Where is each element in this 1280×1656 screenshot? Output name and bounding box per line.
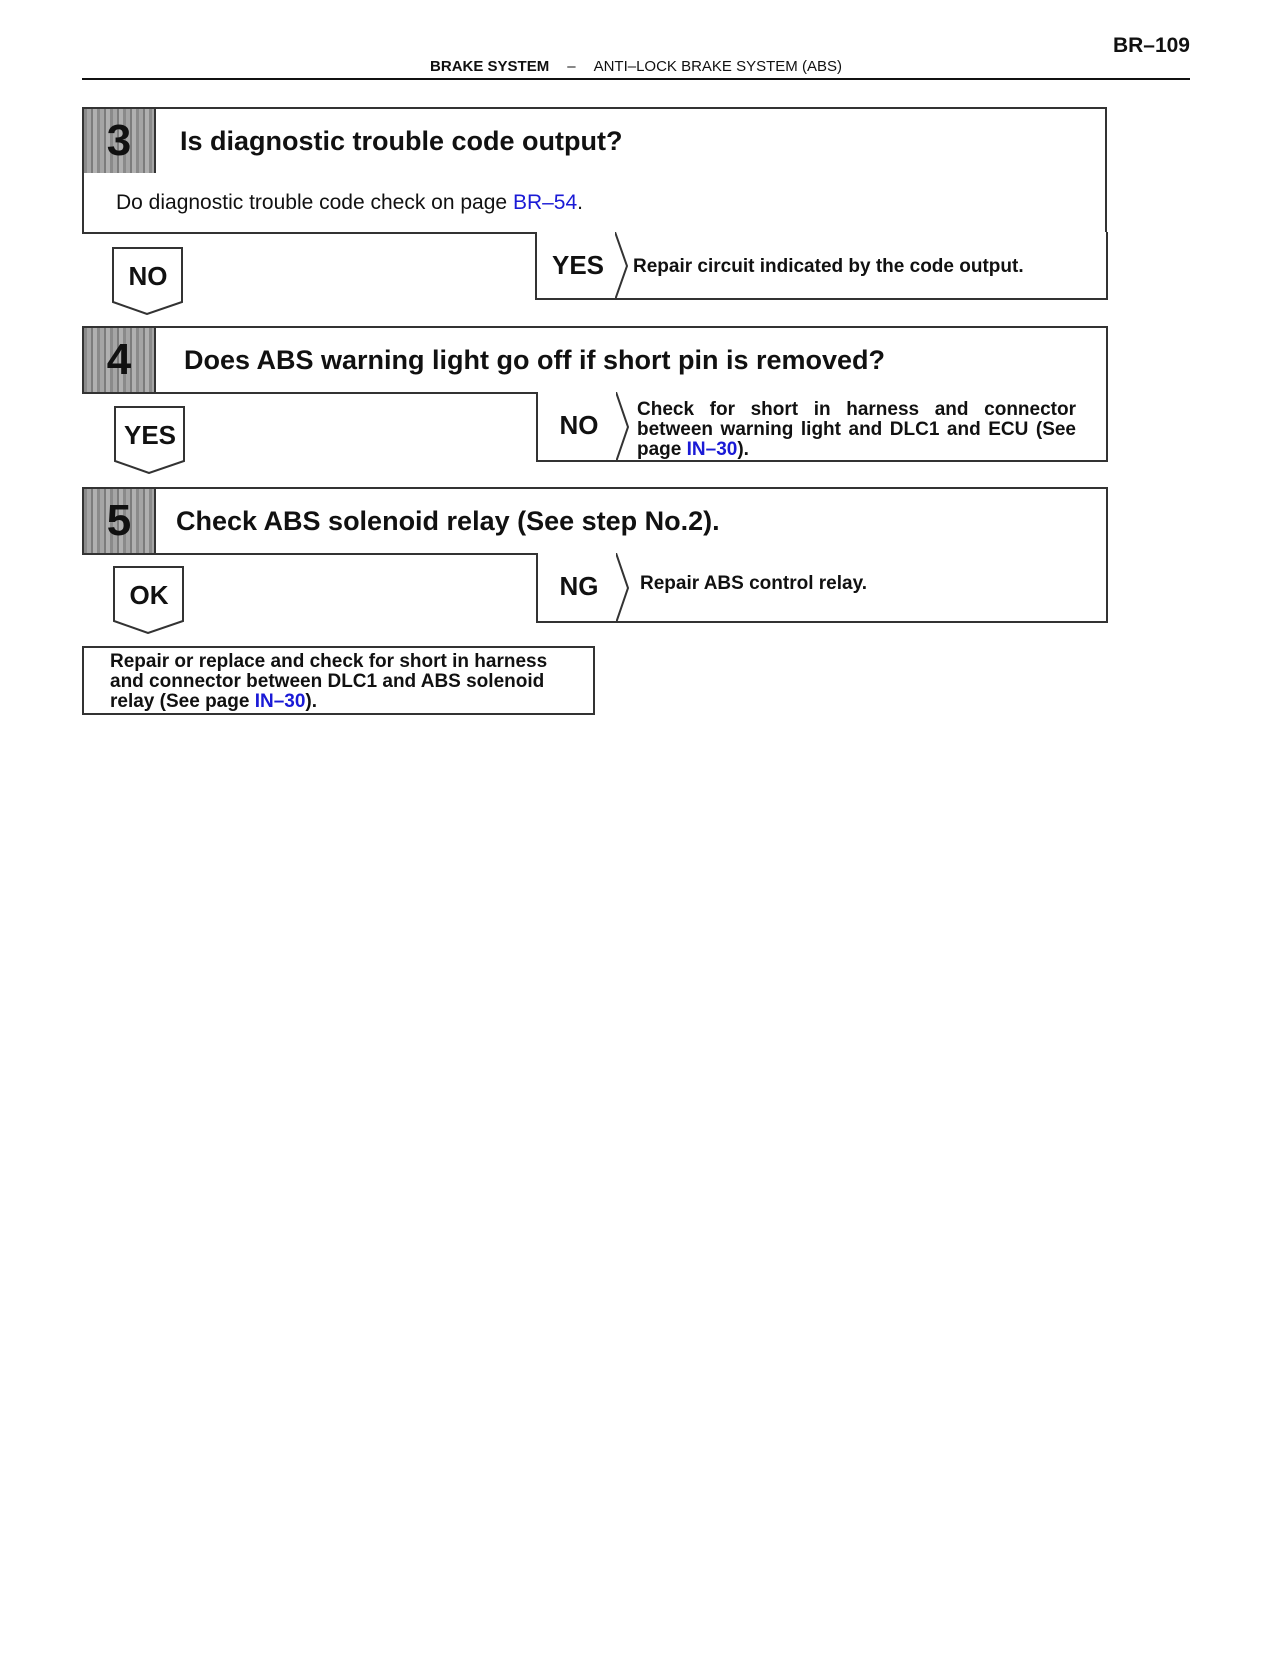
result-text-suffix: ). xyxy=(737,439,749,460)
result-text-body: Check for short in harness and connector between warning light and DLC1 and ECU (See page xyxy=(637,399,1076,460)
step-3-box xyxy=(82,107,1107,175)
page-header xyxy=(82,58,1190,75)
description-text: Do diagnostic trouble code check on page xyxy=(116,190,508,214)
step-5-box xyxy=(82,487,1108,555)
tag-label: OK xyxy=(129,580,169,610)
chevron-right-icon xyxy=(616,553,632,623)
result-label: YES xyxy=(551,250,605,280)
step-5-ng-result xyxy=(536,553,1108,623)
tag-label: YES xyxy=(123,420,177,450)
header-separator: – xyxy=(567,58,576,75)
result-label: NG xyxy=(559,571,599,601)
page-link-in30[interactable]: IN–30 xyxy=(686,439,738,460)
header-rule xyxy=(82,78,1190,80)
final-action-box xyxy=(82,646,595,715)
page-link-br54[interactable]: BR–54 xyxy=(512,190,578,214)
step-number: 4 xyxy=(84,328,156,392)
step-3-yes-result xyxy=(535,232,1108,300)
result-text: Repair circuit indicated by the code output. xyxy=(633,256,1024,277)
result-text: Repair ABS control relay. xyxy=(640,573,868,594)
section-title: BRAKE SYSTEM xyxy=(430,58,550,75)
result-label: NO xyxy=(559,410,599,440)
final-action-text: Repair or replace and check for short in harness and connector between DLC1 and ABS solenoid relay (See page xyxy=(110,651,548,712)
step-title: Check ABS solenoid relay (See step No.2). xyxy=(176,505,720,536)
page-link-in30[interactable]: IN–30 xyxy=(254,691,306,712)
subsection-title: ANTI–LOCK BRAKE SYSTEM (ABS) xyxy=(593,58,842,75)
step-4-no-result xyxy=(536,392,1108,462)
step-3-description xyxy=(82,173,1107,234)
step-4-yes-tag xyxy=(114,406,186,474)
page-number: BR–109 xyxy=(1112,34,1190,57)
tag-label: NO xyxy=(128,261,168,291)
step-number: 5 xyxy=(84,489,156,553)
final-action-suffix: ). xyxy=(305,691,318,712)
step-4-box xyxy=(82,326,1108,394)
chevron-right-icon xyxy=(615,232,631,300)
step-title: Is diagnostic trouble code output? xyxy=(180,125,623,156)
step-5-ok-tag xyxy=(113,566,185,634)
description-suffix: . xyxy=(577,190,584,214)
result-text xyxy=(637,400,1076,460)
step-number: 3 xyxy=(84,109,156,173)
chevron-right-icon xyxy=(616,392,632,462)
step-title: Does ABS warning light go off if short pin is removed? xyxy=(184,344,886,375)
step-3-no-tag xyxy=(112,247,184,315)
